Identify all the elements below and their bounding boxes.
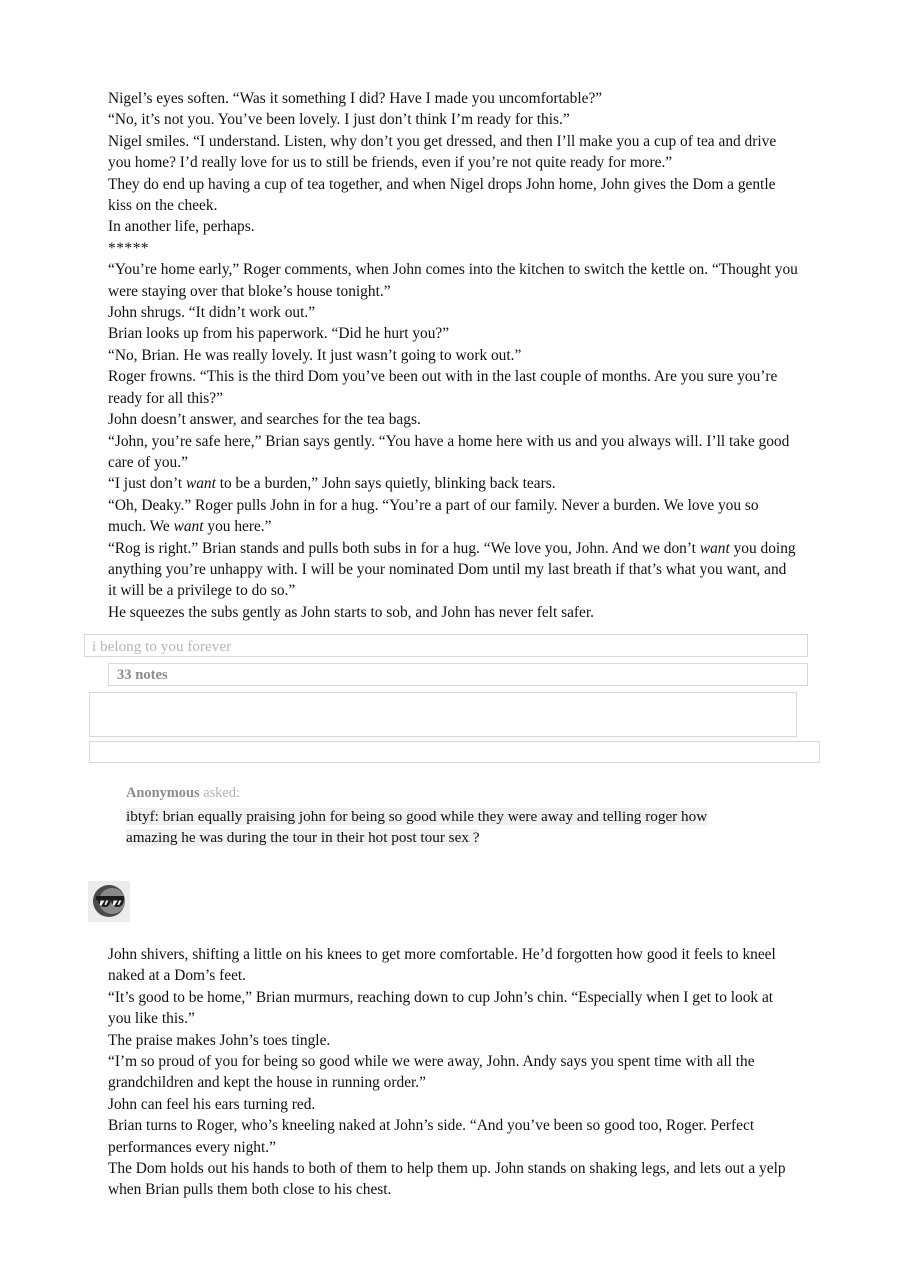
story-paragraph: “Rog is right.” Brian stands and pulls both subs in for a hug. “We love you, John. And we don’t want you doing anything you’re unhappy with. I will be your nominated Dom until my last breath if that’s what you want, and it will be a privilege to do so.” — [108, 539, 796, 600]
avatar[interactable] — [88, 881, 130, 922]
story-paragraph: Roger frowns. “This is the third Dom you’ve been out with in the last couple of months. Are you sure you’re ready for all this?” — [108, 368, 778, 407]
post-title-text: i belong to you forever — [92, 638, 232, 655]
story-paragraph: “John, you’re safe here,” Brian says gently. “You have a home here with us and you always will. I’ll take good care of you.” — [108, 432, 790, 471]
story-paragraph: They do end up having a cup of tea together, and when Nigel drops John home, John gives the Dom a gentle kiss on the cheek. — [108, 175, 776, 215]
emphasised-word: want — [185, 475, 216, 493]
asker-name[interactable]: Anonymous — [126, 785, 200, 801]
empty-content-box-large — [89, 692, 797, 737]
story-paragraph: John shivers, shifting a little on his knees to get more comfortable. He’d forgotten how good it feels to kneel naked at a Dom’s feet. — [108, 946, 776, 985]
ask-block — [126, 783, 726, 849]
story-paragraph: John shrugs. “It didn’t work out.” — [108, 304, 316, 322]
story-paragraph: Nigel’s eyes soften. “Was it something I did? Have I made you uncomfortable?” — [108, 90, 603, 107]
story-paragraph: In another life, perhaps. — [108, 218, 255, 236]
story-text-top — [108, 88, 798, 623]
emphasised-word: want — [699, 539, 730, 557]
story-paragraph: He squeezes the subs gently as John starts to sob, and John has never felt safer. — [108, 603, 594, 621]
story-paragraph: The praise makes John’s toes tingle. — [108, 1031, 331, 1049]
notes-count-label: 33 notes — [117, 667, 168, 683]
story-paragraph: John doesn’t answer, and searches for the tea bags. — [108, 411, 421, 429]
story-paragraph: Nigel smiles. “I understand. Listen, why don’t you get dressed, and then I’ll make you a cup of tea and drive you home? I’d really love for us to still be friends, even if you’re not quite ready for more.” — [108, 132, 777, 172]
story-paragraph: Brian looks up from his paperwork. “Did he hurt you?” — [108, 325, 450, 343]
story-paragraph: ***** — [108, 239, 149, 257]
ask-question-text: ibtyf: brian equally praising john for being so good while they were away and telling roger how amazing he was during the tour in their hot post tour sex ? — [126, 808, 708, 847]
empty-content-box-small — [89, 741, 820, 763]
story-paragraph: Brian turns to Roger, who’s kneeling naked at John’s side. “And you’ve been so good too, Roger. Perfect performances every night.” — [108, 1117, 755, 1156]
sunglasses-face-icon — [91, 883, 127, 919]
ask-verb-label: asked: — [203, 785, 240, 801]
ask-question — [126, 806, 726, 849]
story-paragraph: “You’re home early,” Roger comments, when John comes into the kitchen to switch the kettle on. “Thought you were staying over that bloke’s house tonight.” — [108, 261, 798, 300]
story-paragraph: “I just don’t want to be a burden,” John says quietly, blinking back tears. — [108, 475, 556, 493]
story-paragraph: “No, Brian. He was really lovely. It just wasn’t going to work out.” — [108, 346, 522, 364]
story-paragraph: “I’m so proud of you for being so good while we were away, John. Andy says you spent time with all the grandchildren and kept the house in running order.” — [108, 1053, 755, 1092]
story-paragraph: The Dom holds out his hands to both of them to help them up. John stands on shaking legs, and lets out a yelp when Brian pulls them both close to his chest. — [108, 1160, 786, 1199]
story-paragraph: John can feel his ears turning red. — [108, 1095, 316, 1113]
story-paragraph: “Oh, Deaky.” Roger pulls John in for a hug. “You’re a part of our family. Never a burden. We love you so much. We want you here.” — [108, 496, 759, 536]
emphasised-word: want — [173, 518, 204, 536]
story-text-bottom — [108, 944, 798, 1201]
story-paragraph: “It’s good to be home,” Brian murmurs, reaching down to cup John’s chin. “Especially when I get to look at you like this.” — [108, 988, 774, 1028]
post-title-field[interactable] — [84, 634, 808, 657]
story-paragraph: “No, it’s not you. You’ve been lovely. I just don’t think I’m ready for this.” — [108, 111, 570, 129]
notes-bar[interactable] — [108, 663, 808, 686]
ask-header — [126, 783, 726, 803]
